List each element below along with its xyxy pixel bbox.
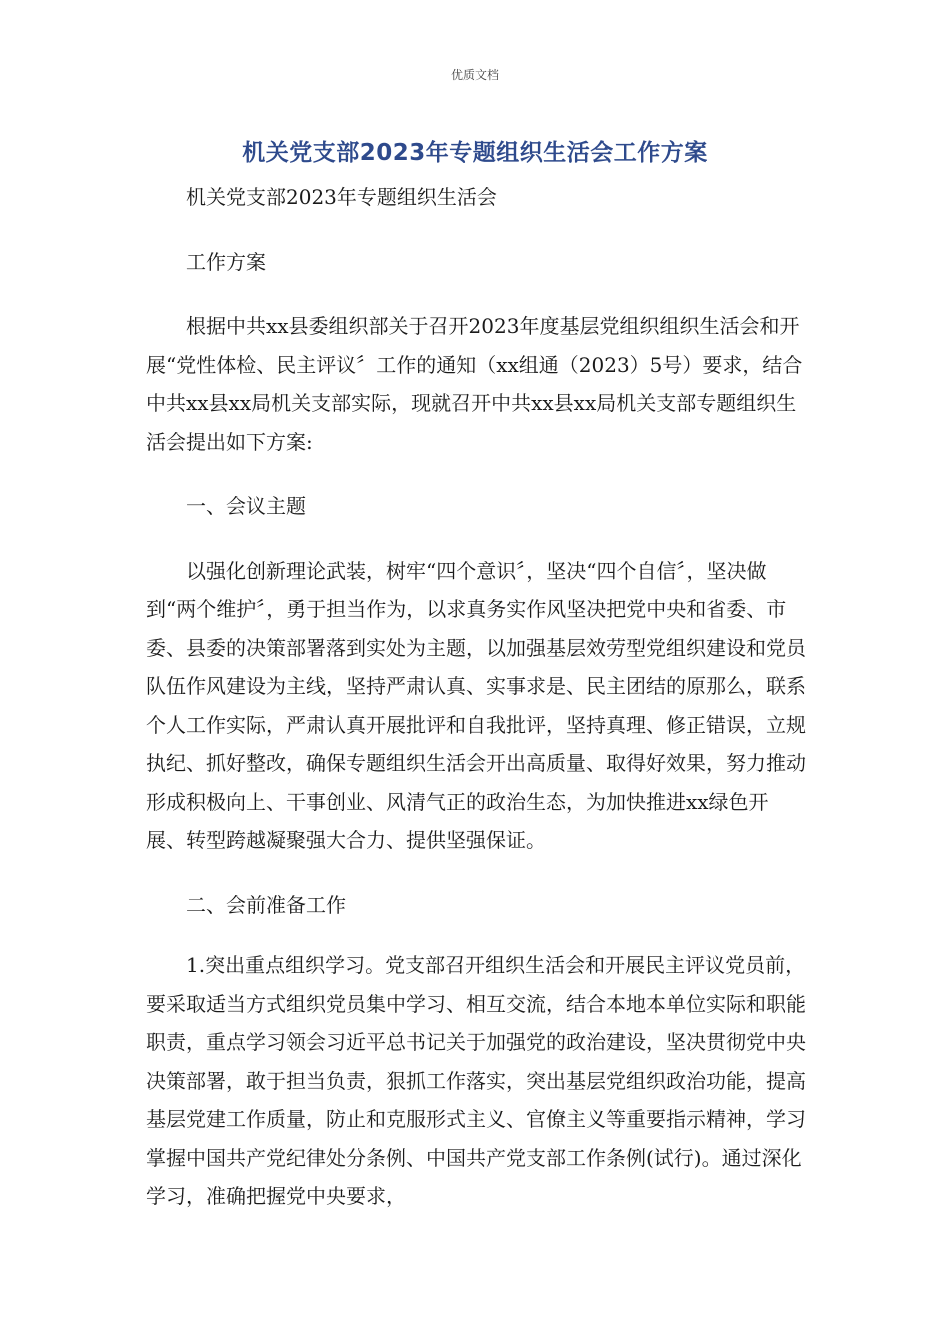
section-heading-2: 二、会前准备工作: [186, 892, 346, 917]
paragraph-intro: 根据中共xx县委组织部关于召开2023年度基层党组织组织生活会和开展“党性体检、民主评议〞工作的通知（xx组通（2023）5号）要求，结合中共xx县xx局机关支部实际，现就召开中共xx县xx局机关支部专题组织生活会提出如下方案:: [146, 314, 803, 454]
header-label: 优质文档: [450, 68, 499, 82]
paragraph-preparation-1: 1.突出重点组织学习。党支部召开组织生活会和开展民主评议党员前，要采取适当方式组织党员集中学习、相互交流，结合本地本单位实际和职能职责，重点学习领会习近平总书记关于加强党的政治建设，坚决贯彻党中央决策部署，敢于担当负责，狠抓工作落实，突出基层党组织政治功能，提高基层党建工作质量，防止和克服形式主义、官僚主义等重要指示精神，学习掌握中国共产党纪律处分条例、中国共产党支部工作条例(试行)。通过深化学习，准确把握党中央要求，: [146, 953, 806, 1208]
document-body: [146, 178, 806, 1216]
paragraph-subtitle-line-2: 工作方案: [186, 249, 266, 274]
section-heading-1: 一、会议主题: [186, 494, 306, 518]
paragraph-theme: 以强化创新理论武装，树牢“四个意识〞，坚决“四个自信〞，坚决做到“两个维护〞，勇于担当作为，以求真务实作风坚决把党中央和省委、市委、县委的决策部署落到实处为主题，以加强基层效劳型党组织建设和党员队伍作风建设为主线，坚持严肃认真、实事求是、民主团结的原那么，联系个人工作实际，严肃认真开展批评和自我批评，坚持真理、修正错误，立规执纪、抓好整改，确保专题组织生活会开出高质量、取得好效果，努力推动形成积极向上、干事创业、风清气正的政治生态，为加快推进xx绿色开展、转型跨越凝聚强大合力、提供坚强保证。: [146, 558, 806, 852]
paragraph-subtitle-line-1: 机关党支部2023年专题组织生活会: [186, 185, 497, 209]
document-title: 机关党支部2023年专题组织生活会工作方案: [242, 140, 708, 166]
